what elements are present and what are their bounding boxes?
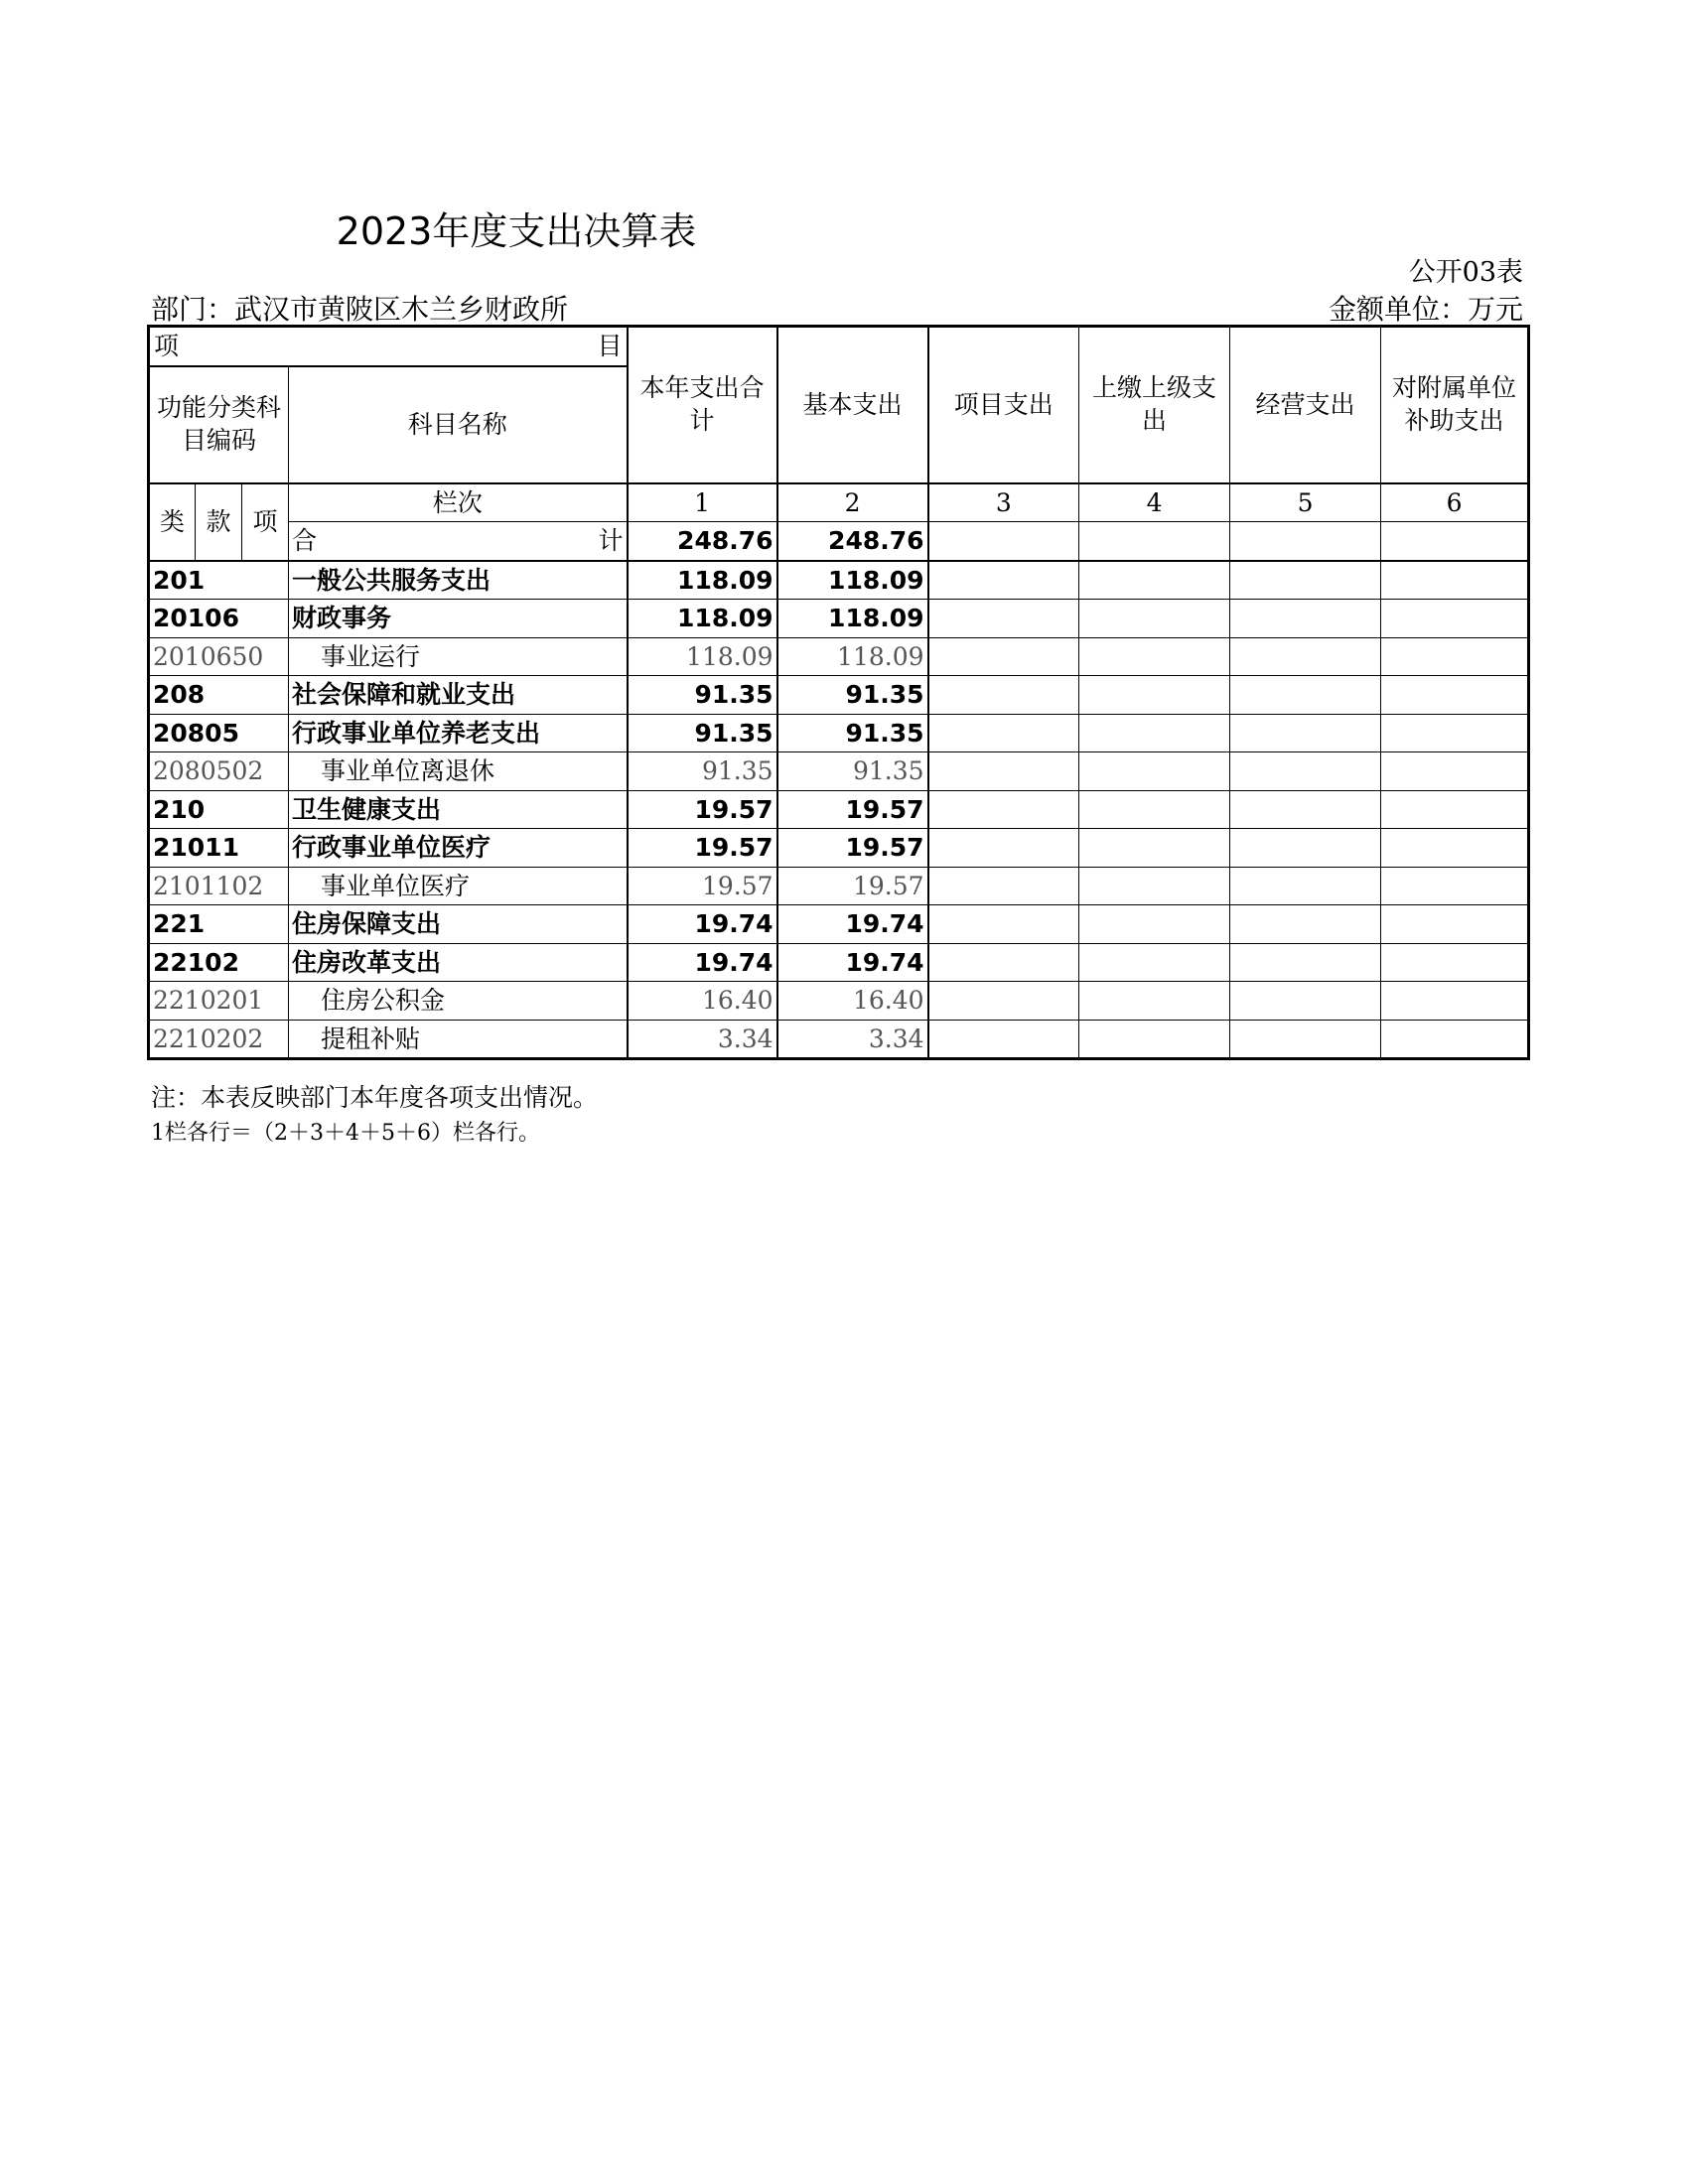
amount-cell: [1079, 867, 1230, 905]
amount-cell: 16.40: [628, 982, 777, 1021]
subject-code: 20106: [149, 600, 289, 638]
amount-cell: 91.35: [628, 676, 777, 715]
amount-cell: [1079, 714, 1230, 752]
header-xiang: 项: [242, 483, 289, 561]
total-label-cell: [289, 522, 628, 561]
amount-cell: [1230, 637, 1381, 676]
table-row: [149, 600, 1529, 638]
table-row: [149, 676, 1529, 715]
header-col-project: 项目支出: [928, 327, 1079, 483]
amount-cell: 19.74: [777, 943, 928, 982]
amount-cell: [928, 714, 1079, 752]
amount-cell: [928, 1020, 1079, 1059]
table-row: [149, 561, 1529, 600]
header-col-basic: 基本支出: [777, 327, 928, 483]
amount-cell: 19.57: [777, 829, 928, 868]
amount-cell: [1230, 561, 1381, 600]
amount-cell: [928, 600, 1079, 638]
table-header: [149, 327, 1529, 561]
amount-cell: [1079, 790, 1230, 829]
header-col-subsidy: 对附属单位补助支出: [1381, 327, 1529, 483]
form-number: 公开03表: [1408, 257, 1523, 288]
table-row: [149, 943, 1529, 982]
amount-cell: 3.34: [777, 1020, 928, 1059]
subject-name: 卫生健康支出: [289, 790, 628, 829]
total-label-left: 合: [292, 526, 318, 555]
amount-cell: [928, 676, 1079, 715]
amount-cell: [1230, 829, 1381, 868]
amount-cell: [1230, 752, 1381, 791]
amount-cell: 19.74: [628, 943, 777, 982]
header-item-cell: [149, 327, 628, 366]
total-value: [1381, 522, 1529, 561]
amount-cell: [1381, 600, 1529, 638]
amount-cell: [1381, 637, 1529, 676]
column-number: 3: [928, 483, 1079, 522]
amount-cell: 118.09: [777, 561, 928, 600]
table-row: [149, 752, 1529, 791]
header-lei: 类: [149, 483, 196, 561]
amount-cell: [1079, 676, 1230, 715]
amount-cell: [1230, 982, 1381, 1021]
amount-cell: [928, 867, 1079, 905]
note-line-1: 注：本表反映部门本年度各项支出情况。: [151, 1083, 599, 1112]
amount-cell: [1079, 752, 1230, 791]
header-col-remit-superior: 上缴上级支出: [1079, 327, 1230, 483]
amount-unit-label: 金额单位：万元: [1328, 293, 1523, 326]
amount-cell: 118.09: [628, 600, 777, 638]
subject-code: 21011: [149, 829, 289, 868]
amount-cell: 118.09: [628, 637, 777, 676]
subject-name: 事业单位医疗: [289, 867, 628, 905]
subject-name: 行政事业单位医疗: [289, 829, 628, 868]
subject-code: 210: [149, 790, 289, 829]
subject-code: 2210202: [149, 1020, 289, 1059]
amount-cell: [1230, 600, 1381, 638]
subject-code: 22102: [149, 943, 289, 982]
amount-cell: [1079, 905, 1230, 944]
subject-name: 住房保障支出: [289, 905, 628, 944]
header-column-no: 栏次: [289, 483, 628, 522]
table-row: [149, 714, 1529, 752]
table-row: [149, 905, 1529, 944]
amount-cell: [1230, 867, 1381, 905]
total-value: [928, 522, 1079, 561]
amount-cell: [1079, 561, 1230, 600]
amount-cell: [1230, 714, 1381, 752]
column-number: 2: [777, 483, 928, 522]
subject-name: 住房改革支出: [289, 943, 628, 982]
amount-cell: [928, 943, 1079, 982]
amount-cell: [1079, 982, 1230, 1021]
department-label: 部门：武汉市黄陂区木兰乡财政所: [151, 293, 569, 326]
amount-cell: [1381, 829, 1529, 868]
total-label-right: 计: [598, 526, 624, 555]
amount-cell: 19.74: [628, 905, 777, 944]
subject-code: 2010650: [149, 637, 289, 676]
subject-name: 事业单位离退休: [289, 752, 628, 791]
amount-cell: [928, 637, 1079, 676]
amount-cell: [1079, 1020, 1230, 1059]
amount-cell: [1381, 561, 1529, 600]
amount-cell: 19.74: [777, 905, 928, 944]
amount-cell: 19.57: [628, 790, 777, 829]
amount-cell: [1079, 943, 1230, 982]
amount-cell: [928, 982, 1079, 1021]
header-kuan: 款: [196, 483, 242, 561]
amount-cell: [1381, 676, 1529, 715]
amount-cell: 19.57: [628, 829, 777, 868]
amount-cell: 16.40: [777, 982, 928, 1021]
header-subject-name: 科目名称: [289, 366, 628, 483]
amount-cell: [1079, 829, 1230, 868]
header-col-operating: 经营支出: [1230, 327, 1381, 483]
subject-code: 2101102: [149, 867, 289, 905]
header-item-right: 目: [597, 332, 623, 360]
total-value: 248.76: [777, 522, 928, 561]
table-row: [149, 790, 1529, 829]
subject-code: 20805: [149, 714, 289, 752]
amount-cell: 3.34: [628, 1020, 777, 1059]
amount-cell: [928, 829, 1079, 868]
subject-code: 208: [149, 676, 289, 715]
table-row: [149, 867, 1529, 905]
amount-cell: [1230, 676, 1381, 715]
amount-cell: [1230, 943, 1381, 982]
amount-cell: [928, 752, 1079, 791]
subject-name: 一般公共服务支出: [289, 561, 628, 600]
table-row: [149, 982, 1529, 1021]
table-row: [149, 1020, 1529, 1059]
amount-cell: 19.57: [777, 867, 928, 905]
table-row: [149, 829, 1529, 868]
subject-name: 事业运行: [289, 637, 628, 676]
amount-cell: [928, 561, 1079, 600]
amount-cell: 118.09: [777, 637, 928, 676]
subject-code: 2210201: [149, 982, 289, 1021]
total-value: 248.76: [628, 522, 777, 561]
header-func-code: 功能分类科目编码: [149, 366, 289, 483]
amount-cell: [928, 905, 1079, 944]
subject-code: 2080502: [149, 752, 289, 791]
column-number: 1: [628, 483, 777, 522]
amount-cell: 118.09: [628, 561, 777, 600]
amount-cell: [928, 790, 1079, 829]
amount-cell: [1381, 1020, 1529, 1059]
amount-cell: 91.35: [628, 752, 777, 791]
subject-name: 行政事业单位养老支出: [289, 714, 628, 752]
amount-cell: [1230, 790, 1381, 829]
subject-code: 201: [149, 561, 289, 600]
column-number: 4: [1079, 483, 1230, 522]
column-number: 6: [1381, 483, 1529, 522]
amount-cell: [1079, 600, 1230, 638]
amount-cell: 19.57: [628, 867, 777, 905]
header-item-left: 项: [154, 332, 180, 360]
amount-cell: [1381, 867, 1529, 905]
amount-cell: [1230, 905, 1381, 944]
amount-cell: [1230, 1020, 1381, 1059]
amount-cell: 91.35: [777, 676, 928, 715]
amount-cell: [1381, 752, 1529, 791]
amount-cell: [1381, 714, 1529, 752]
amount-cell: 91.35: [777, 752, 928, 791]
column-number: 5: [1230, 483, 1381, 522]
subject-name: 社会保障和就业支出: [289, 676, 628, 715]
table-body: [149, 561, 1529, 1059]
expenditure-table: [147, 325, 1530, 1060]
report-title: 2023年度支出决算表: [336, 209, 697, 253]
subject-name: 住房公积金: [289, 982, 628, 1021]
subject-code: 221: [149, 905, 289, 944]
amount-cell: 19.57: [777, 790, 928, 829]
total-value: [1230, 522, 1381, 561]
amount-cell: [1381, 943, 1529, 982]
header-col-total: 本年支出合计: [628, 327, 777, 483]
subject-name: 财政事务: [289, 600, 628, 638]
amount-cell: [1079, 637, 1230, 676]
subject-name: 提租补贴: [289, 1020, 628, 1059]
total-row: [149, 522, 1529, 561]
amount-cell: [1381, 905, 1529, 944]
total-value: [1079, 522, 1230, 561]
amount-cell: [1381, 982, 1529, 1021]
amount-cell: 118.09: [777, 600, 928, 638]
table-row: [149, 637, 1529, 676]
amount-cell: 91.35: [777, 714, 928, 752]
amount-cell: [1381, 790, 1529, 829]
amount-cell: 91.35: [628, 714, 777, 752]
note-line-2: 1栏各行＝（2＋3＋4＋5＋6）栏各行。: [151, 1121, 540, 1146]
